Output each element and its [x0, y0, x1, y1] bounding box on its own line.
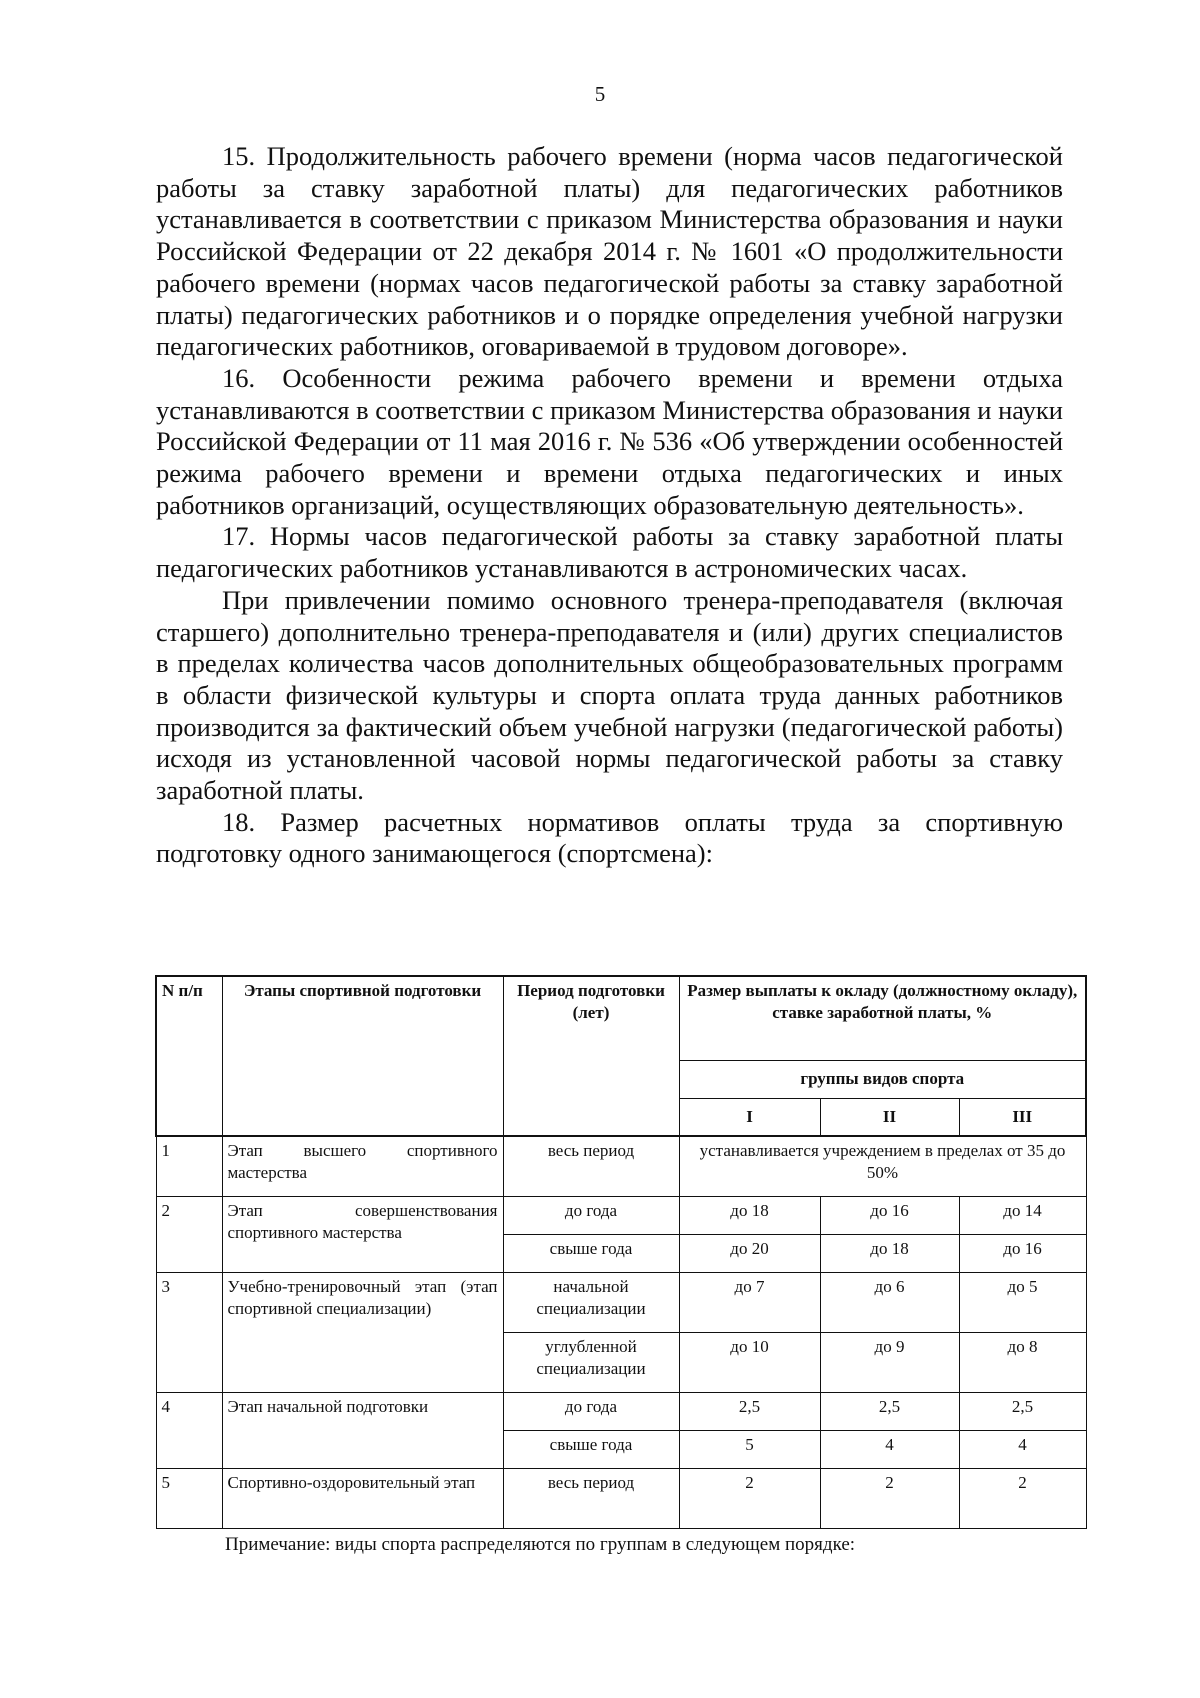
row-period: до года	[503, 1196, 679, 1234]
cell-group-1: 2	[679, 1468, 820, 1528]
header-period: Период подготовки (лет)	[503, 976, 679, 1136]
row-merged-value: устанавливается учреждением в пределах от 35 до 50%	[679, 1136, 1086, 1196]
header-num: N п/п	[156, 976, 222, 1136]
row-stage: Этап начальной подготовки	[222, 1392, 503, 1468]
payment-norms-table	[155, 975, 1087, 1529]
row-period: весь период	[503, 1136, 679, 1196]
table-row	[156, 1392, 1086, 1430]
cell-group-1: 2,5	[679, 1392, 820, 1430]
table-row	[156, 1272, 1086, 1332]
row-num: 3	[156, 1272, 222, 1392]
paragraph-18: 18. Размер расчетных нормативов оплаты труда за спортивную подготовку одного занимающегося (спортсмена):	[156, 806, 1063, 869]
cell-group-2: до 6	[820, 1272, 959, 1332]
table-header	[156, 976, 1086, 1136]
cell-group-1: до 18	[679, 1196, 820, 1234]
row-period: до года	[503, 1392, 679, 1430]
header-group-2: II	[820, 1098, 959, 1136]
header-stage: Этапы спортивной подготовки	[222, 976, 503, 1136]
paragraph-17: 17. Нормы часов педагогической работы за ставку заработной платы педагогических работников устанавливаются в астрономических часах.	[156, 521, 1063, 584]
cell-group-3: до 14	[959, 1196, 1086, 1234]
page-number: 5	[594, 82, 606, 106]
row-stage: Этап совершенствования спортивного мастерства	[222, 1196, 503, 1272]
cell-group-1: до 7	[679, 1272, 820, 1332]
body-text	[156, 141, 1063, 870]
paragraph-16: 16. Особенности режима рабочего времени и времени отдыха устанавливаются в соответствии с приказом Министерства образования и науки Российской Федерации от 11 мая 2016 г. № 536 «Об утверждении особенностей режима рабочего времени и времени отдыха педагогических и иных работников организаций, осуществляющих образовательную деятельность».	[156, 362, 1063, 520]
row-period: свыше года	[503, 1234, 679, 1272]
row-period: весь период	[503, 1468, 679, 1528]
paragraph-additional-staff: При привлечении помимо основного тренера-преподавателя (включая старшего) дополнительно тренера-преподавателя и (или) других специалистов в пределах количества часов дополнительных общеобразовательных программ в области физической культуры и спорта оплата труда данных работников производится за фактический объем учебной нагрузки (педагогической работы) исходя из установленной часовой нормы педагогической работы за ставку заработной платы.	[156, 584, 1063, 806]
table-row	[156, 1196, 1086, 1234]
cell-group-2: до 18	[820, 1234, 959, 1272]
paragraph-15: 15. Продолжительность рабочего времени (норма часов педагогической работы за ставку заработной платы) для педагогических работников устанавливается в соответствии с приказом Министерства образования и науки Российской Федерации от 22 декабря 2014 г. № 1601 «О продолжительности рабочего времени (нормах часов педагогической работы за ставку заработной платы) педагогических работников и о порядке определения учебной нагрузки педагогических работников, оговариваемой в трудовом договоре».	[156, 141, 1063, 362]
cell-group-3: 2,5	[959, 1392, 1086, 1430]
cell-group-3: до 16	[959, 1234, 1086, 1272]
cell-group-3: 4	[959, 1430, 1086, 1468]
header-group-1: I	[679, 1098, 820, 1136]
cell-group-1: до 20	[679, 1234, 820, 1272]
row-num: 2	[156, 1196, 222, 1272]
header-sport-groups: группы видов спорта	[679, 1060, 1086, 1098]
row-period: свыше года	[503, 1430, 679, 1468]
cell-group-3: 2	[959, 1468, 1086, 1528]
cell-group-2: 2	[820, 1468, 959, 1528]
header-group-3: III	[959, 1098, 1086, 1136]
header-payment: Размер выплаты к окладу (должностному окладу), ставке заработной платы, %	[679, 976, 1086, 1060]
row-num: 1	[156, 1136, 222, 1196]
row-period: углубленной специализации	[503, 1332, 679, 1392]
table-row	[156, 1468, 1086, 1528]
row-stage: Учебно-тренировочный этап (этап спортивной специализации)	[222, 1272, 503, 1392]
table-row	[156, 1136, 1086, 1196]
cell-group-1: 5	[679, 1430, 820, 1468]
row-stage: Этап высшего спортивного мастерства	[222, 1136, 503, 1196]
cell-group-3: до 5	[959, 1272, 1086, 1332]
table-note: Примечание: виды спорта распределяются по группам в следующем порядке:	[225, 1534, 856, 1555]
row-period: начальной специализации	[503, 1272, 679, 1332]
cell-group-2: 2,5	[820, 1392, 959, 1430]
cell-group-2: 4	[820, 1430, 959, 1468]
cell-group-1: до 10	[679, 1332, 820, 1392]
cell-group-2: до 16	[820, 1196, 959, 1234]
cell-group-2: до 9	[820, 1332, 959, 1392]
row-stage: Спортивно-оздоровительный этап	[222, 1468, 503, 1528]
cell-group-3: до 8	[959, 1332, 1086, 1392]
row-num: 5	[156, 1468, 222, 1528]
row-num: 4	[156, 1392, 222, 1468]
